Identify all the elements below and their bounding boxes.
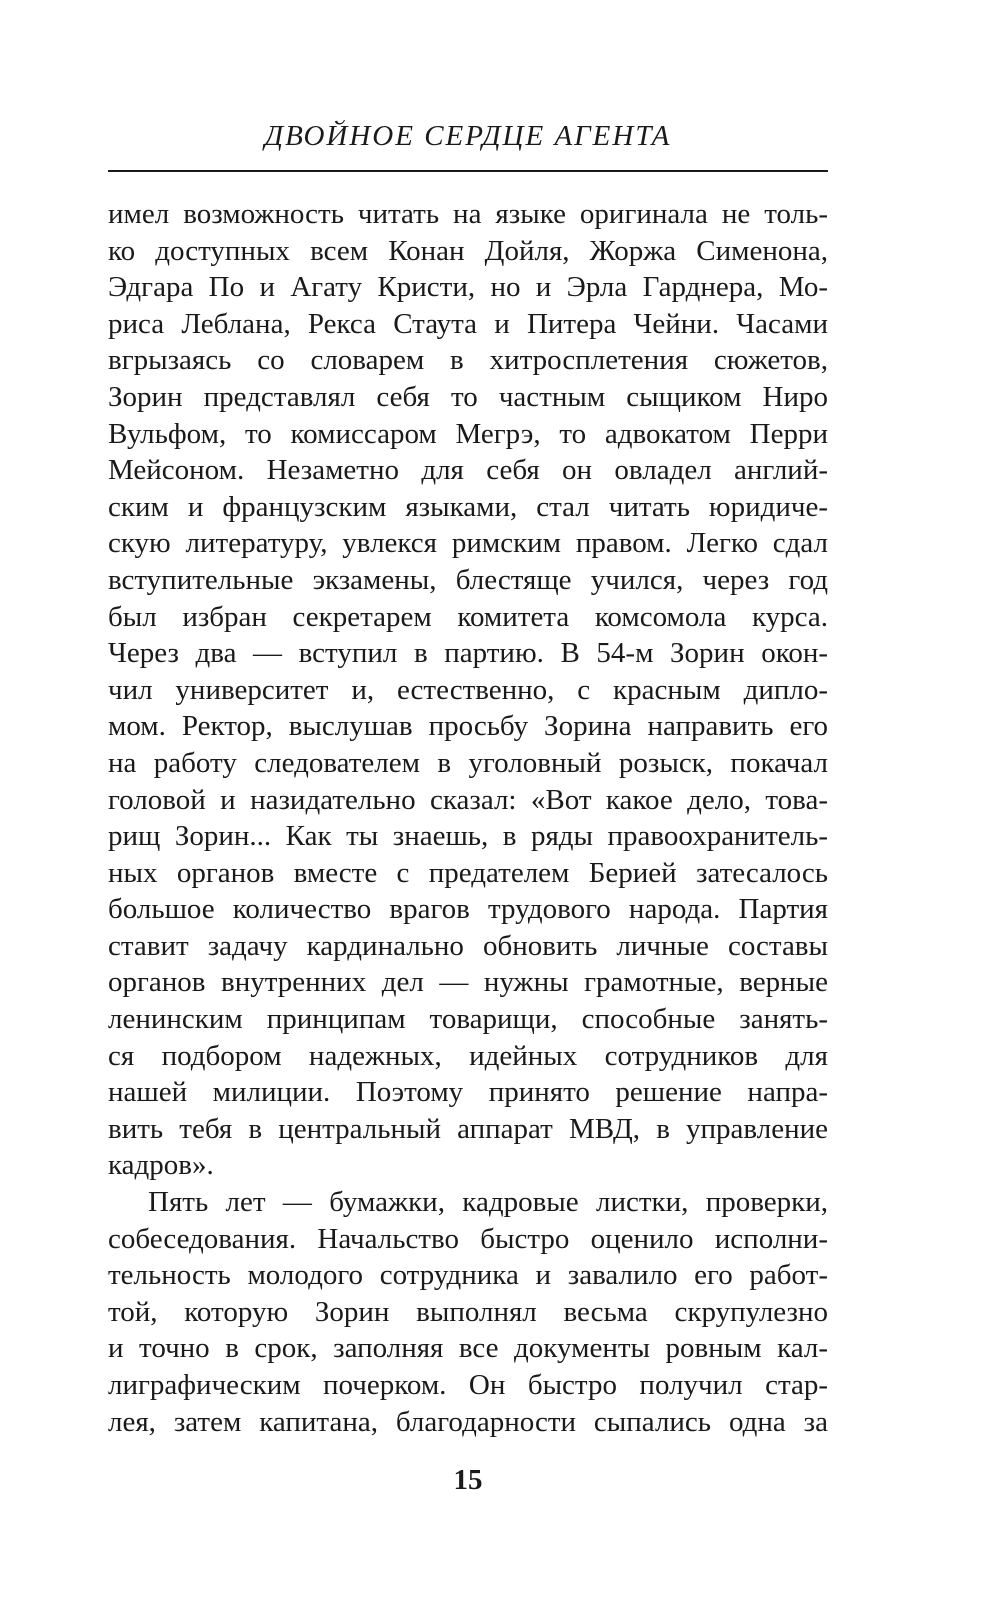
text-line: Через два — вступил в партию. В 54-м Зорин окон- [108, 637, 828, 670]
running-head: ДВОЙНОЕ СЕРДЦЕ АГЕНТА [264, 120, 672, 152]
text-line: лиграфическим почерком. Он быстро получил стар- [108, 1369, 828, 1401]
text-line: тельность молодого сотрудника и завалило его работ- [108, 1259, 828, 1292]
text-line: ставит задачу кардинально обновить личные составы [108, 929, 828, 962]
text-line: был избран секретарем комитета комсомола курса. [108, 600, 828, 633]
text-line: ко доступных всем Конан Дойля, Жоржа Сименона, [108, 234, 828, 267]
text-line: ся подбором надежных, идейных сотрудников для [108, 1039, 828, 1072]
header-rule [108, 170, 828, 172]
text-line: головой и назидательно сказал: «Вот какое дело, това- [108, 783, 828, 816]
text-line: лея, затем капитана, благодарности сыпались одна за [108, 1405, 828, 1438]
text-line: нашей милиции. Поэтому принято решение напра- [108, 1076, 828, 1109]
text-line: вить тебя в центральный аппарат МВД, в управление [108, 1112, 828, 1145]
text-line: большое количество врагов трудового народа. Партия [108, 893, 828, 926]
page-number: 15 [453, 1464, 483, 1496]
text-line: рищ Зорин... Как ты знаешь, в ряды правоохранитель- [108, 820, 828, 853]
body-text [108, 196, 828, 1440]
text-line: органов внутренних дел — нужны грамотные, верные [108, 966, 828, 999]
text-line: ных органов вместе с предателем Берией затесалось [108, 856, 828, 889]
text-line: той, которую Зорин выполнял весьма скрупулезно [108, 1295, 828, 1328]
text-line: Пять лет — бумажки, кадровые листки, проверки, [148, 1186, 828, 1219]
text-line: Вульфом, то комиссаром Мегрэ, то адвокатом Перри [108, 417, 828, 450]
text-line: Эдгара По и Агату Кристи, но и Эрла Гарднера, Мо- [108, 271, 828, 304]
text-line: Зорин представлял себя то частным сыщиком Ниро [108, 380, 828, 413]
text-line: кадров». [108, 1149, 214, 1182]
text-line: риса Леблана, Рекса Стаута и Питера Чейни. Часами [108, 307, 828, 340]
text-line: собеседования. Начальство быстро оценило исполни- [108, 1222, 828, 1255]
text-line: на работу следователем в уголовный розыск, покачал [108, 746, 828, 779]
text-line: вгрызаясь со словарем в хитросплетения сюжетов, [108, 344, 828, 377]
text-line: вступительные экзамены, блестяще учился, через год [108, 563, 828, 596]
text-line: ленинским принципам товарищи, способные занять- [108, 1003, 828, 1036]
text-line: чил университет и, естественно, с красным дипло- [108, 673, 828, 706]
text-line: имел возможность читать на языке оригинала не толь- [108, 198, 828, 230]
text-line: мом. Ректор, выслушав просьбу Зорина направить его [108, 710, 828, 743]
text-line: и точно в срок, заполняя все документы ровным кал- [108, 1332, 828, 1365]
text-line: Мейсоном. Незаметно для себя он овладел англий- [108, 454, 828, 487]
text-line: ским и французским языками, стал читать юридиче- [108, 490, 828, 523]
text-line: скую литературу, увлекся римским правом. Легко сдал [108, 527, 828, 560]
